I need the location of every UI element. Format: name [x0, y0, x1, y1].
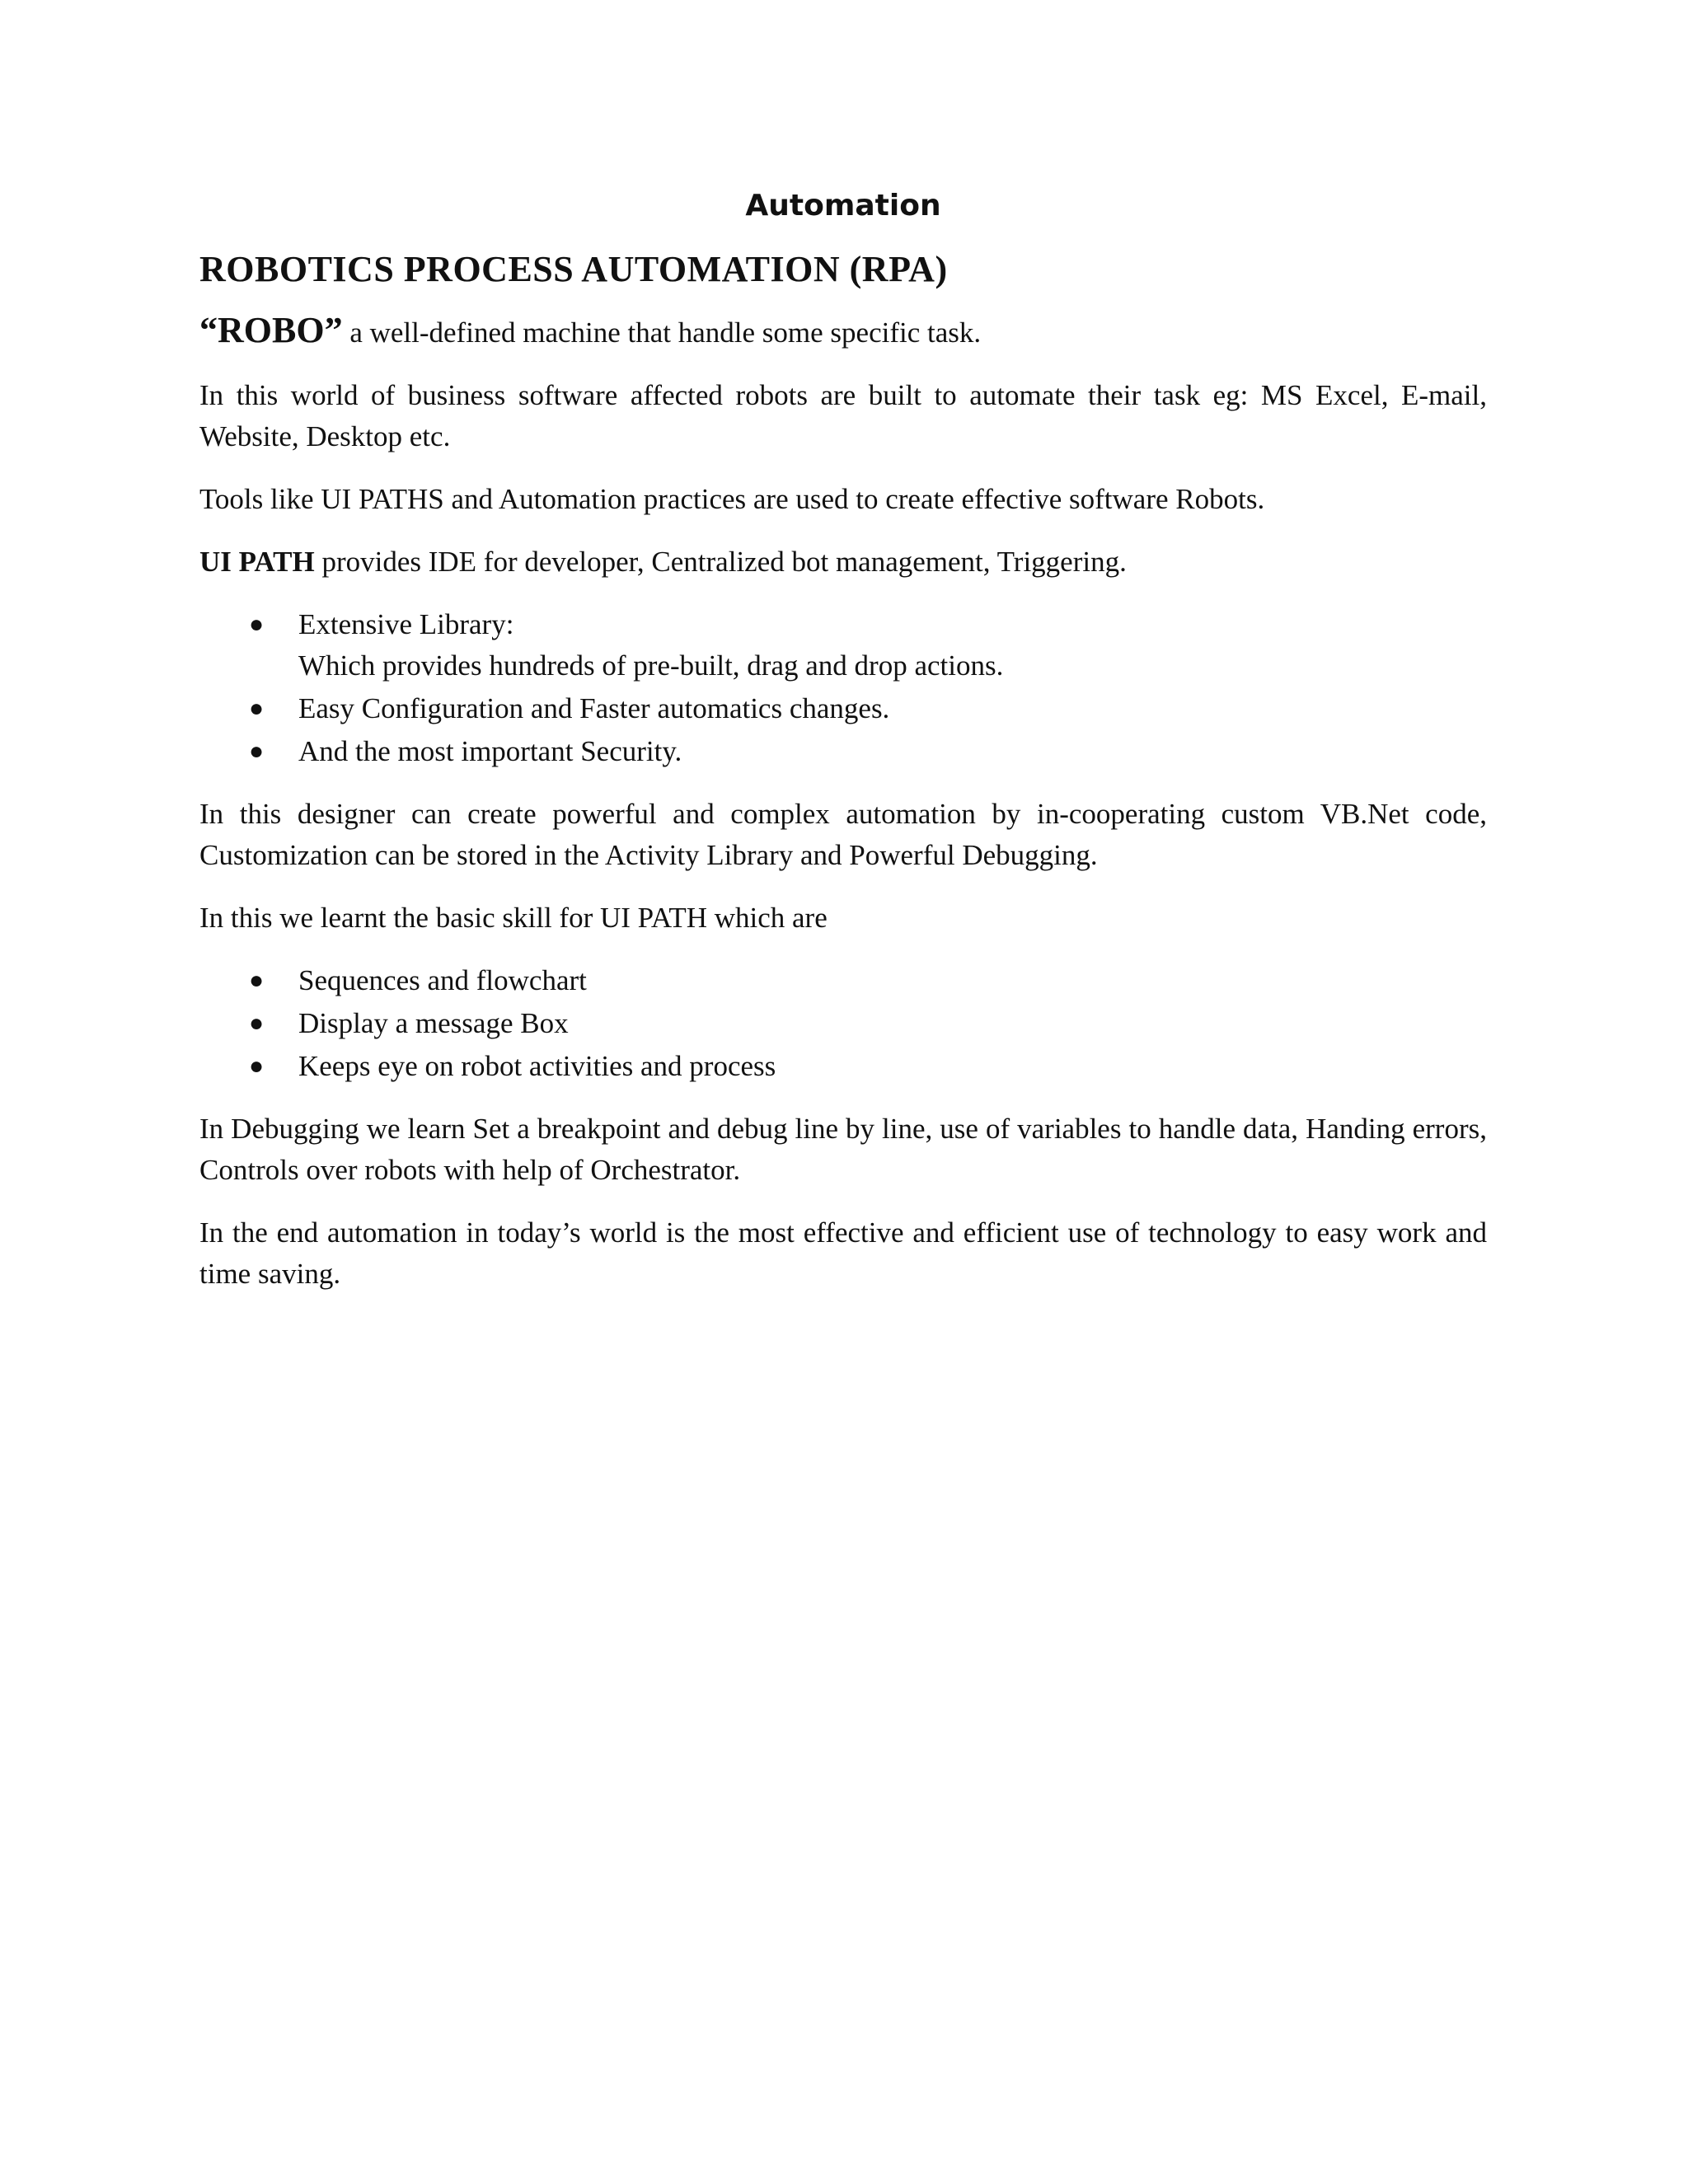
list-item-text: Keeps eye on robot activities and process — [298, 1049, 776, 1082]
bullet-icon: ● — [249, 1052, 265, 1080]
list-item — [249, 731, 1487, 772]
robo-definition — [199, 310, 1487, 354]
list-item — [249, 1003, 1487, 1044]
paragraph-tools: Tools like UI PATHS and Automation practices are used to create effective software Robots. — [199, 482, 1265, 515]
list-item-text: And the most important Security. — [298, 734, 682, 767]
list-item — [249, 688, 1487, 729]
list-item-text: Easy Configuration and Faster automatics changes. — [298, 691, 890, 724]
features-list — [199, 604, 1487, 772]
list-item-text: Display a message Box — [298, 1006, 569, 1039]
uipath-text: provides IDE for developer, Centralized bot management, Triggering. — [314, 545, 1127, 578]
bullet-icon: ● — [249, 737, 265, 765]
paragraph-uipath — [199, 541, 1487, 583]
paragraph-business-software: In this world of business software affected robots are built to automate their task eg: MS Excel, E-mail, Website, Desktop etc. — [199, 378, 1487, 452]
bullet-icon: ● — [249, 966, 265, 994]
list-item-text: Extensive Library: — [298, 607, 514, 640]
robo-text: a well-defined machine that handle some specific task. — [342, 316, 982, 349]
list-item — [249, 604, 1487, 687]
document-body — [199, 188, 1487, 1316]
bullet-icon: ● — [249, 694, 265, 722]
section-heading: ROBOTICS PROCESS AUTOMATION (RPA) — [199, 249, 948, 290]
document-title: Automation — [745, 189, 941, 223]
paragraph-designer: In this designer can create powerful and complex automation by in-cooperating custom VB.Net code, Customization can be stored in the Activity Library and Powerful Debugging. — [199, 797, 1487, 871]
paragraph-basic-skill: In this we learnt the basic skill for UI PATH which are — [199, 901, 828, 934]
list-item — [249, 1046, 1487, 1087]
paragraph-conclusion: In the end automation in today’s world is the most effective and efficient use of technology to easy work and time saving. — [199, 1216, 1487, 1290]
bullet-icon: ● — [249, 1009, 265, 1037]
uipath-term: UI PATH — [199, 545, 315, 578]
list-item-text: Sequences and flowchart — [298, 963, 587, 996]
list-item-subtext: Which provides hundreds of pre-built, drag and drop actions. — [298, 649, 1004, 682]
bullet-icon: ● — [249, 610, 265, 638]
skills-list — [199, 960, 1487, 1087]
list-item — [249, 960, 1487, 1001]
paragraph-debugging: In Debugging we learn Set a breakpoint and debug line by line, use of variables to handle data, Handing errors, Controls over robots with help of Orchestrator. — [199, 1112, 1487, 1186]
robo-term: “ROBO” — [199, 309, 343, 350]
